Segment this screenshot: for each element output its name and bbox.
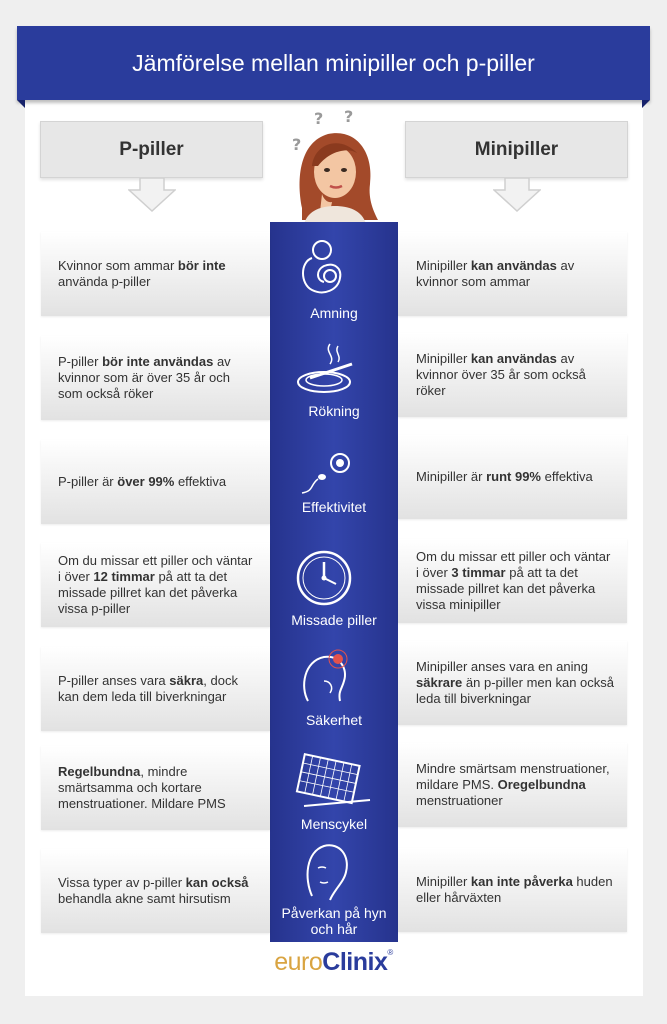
ashtray-icon — [294, 340, 374, 404]
headache-icon — [294, 647, 374, 711]
left-cell-text: Kvinnor som ammar bör inte använda p-piller — [58, 258, 226, 289]
banner-fold-right — [642, 100, 650, 108]
category-label-5: Säkerhet — [305, 712, 363, 728]
category-label-4: Missade piller — [291, 612, 377, 628]
left-cell-6 — [41, 746, 270, 830]
category-label-3: Effektivitet — [301, 499, 367, 515]
right-cell-7 — [398, 848, 627, 932]
right-cell-1 — [398, 232, 627, 316]
left-cell-1 — [41, 232, 270, 316]
title-banner — [17, 26, 650, 100]
left-cell-7 — [41, 849, 270, 933]
left-cell-text: Regelbundna, mindre smärtsamma och kortare menstruationer. Mildare PMS — [58, 764, 226, 811]
category-label-1: Amning — [310, 305, 358, 321]
right-cell-text: Om du missar ett piller och väntar i över 3 timmar på att ta det missade pillret kan det påverka vissa minipiller — [416, 549, 611, 612]
right-cell-4 — [398, 539, 627, 623]
left-cell-text: Om du missar ett piller och väntar i över 12 timmar på att ta det missade pillret kan det påverka vissa p-piller — [58, 553, 253, 616]
right-cell-text: Minipiller kan inte påverka huden eller hårväxten — [416, 874, 613, 905]
euroclinix-logo — [0, 948, 667, 977]
category-label-7: Påverkan på hyn och hår — [281, 905, 387, 937]
svg-text:?: ? — [344, 108, 354, 126]
down-arrow-right-icon — [493, 178, 541, 212]
logo-euro: euro — [274, 948, 323, 976]
right-cell-6 — [398, 743, 627, 827]
right-cell-2 — [398, 333, 627, 417]
confused-woman-icon — [282, 108, 386, 224]
left-cell-text: P-piller bör inte användas av kvinnor som är över 35 år och som också röker — [58, 354, 231, 401]
right-cell-text: Minipiller kan användas av kvinnor över 35 år som också röker — [416, 351, 586, 398]
category-label-2: Rökning — [308, 403, 360, 419]
right-heading-label: Minipiller — [474, 138, 559, 160]
left-cell-2 — [41, 336, 270, 420]
left-cell-4 — [41, 543, 270, 627]
left-cell-5 — [41, 647, 270, 731]
right-cell-5 — [398, 641, 627, 725]
page-title: Jämförelse mellan minipiller och p-piller — [132, 49, 535, 76]
breastfeeding-icon — [294, 236, 374, 300]
logo-clinix: Clinix — [322, 948, 388, 976]
left-cell-text: P-piller anses vara säkra, dock kan dem leda till biverkningar — [58, 673, 238, 704]
svg-text:?: ? — [292, 135, 302, 154]
right-heading — [405, 121, 628, 178]
left-heading — [40, 121, 263, 178]
left-cell-text: Vissa typer av p-piller kan också behandla akne samt hirsutism — [58, 875, 249, 906]
right-cell-text: Minipiller är runt 99% effektiva — [416, 469, 593, 484]
left-cell-3 — [41, 440, 270, 524]
right-cell-text: Mindre smärtsam menstruationer, mildare PMS. Oregelbundna menstruationer — [416, 761, 610, 808]
clock-icon — [294, 548, 374, 612]
banner-fold-left — [17, 100, 25, 108]
logo-reg: ® — [387, 948, 393, 957]
down-arrow-left-icon — [128, 178, 176, 212]
calendar-icon — [294, 752, 374, 816]
right-cell-3 — [398, 435, 627, 519]
right-cell-text: Minipiller anses vara en aning säkrare än p-piller men kan också leda till biverkningar — [416, 659, 615, 706]
category-label-6: Menscykel — [300, 816, 368, 832]
left-cell-text: P-piller är över 99% effektiva — [58, 474, 227, 489]
right-cell-text: Minipiller kan användas av kvinnor som ammar — [416, 258, 575, 289]
svg-text:?: ? — [314, 109, 324, 128]
face-icon — [294, 838, 374, 902]
left-heading-label: P-piller — [119, 138, 184, 160]
